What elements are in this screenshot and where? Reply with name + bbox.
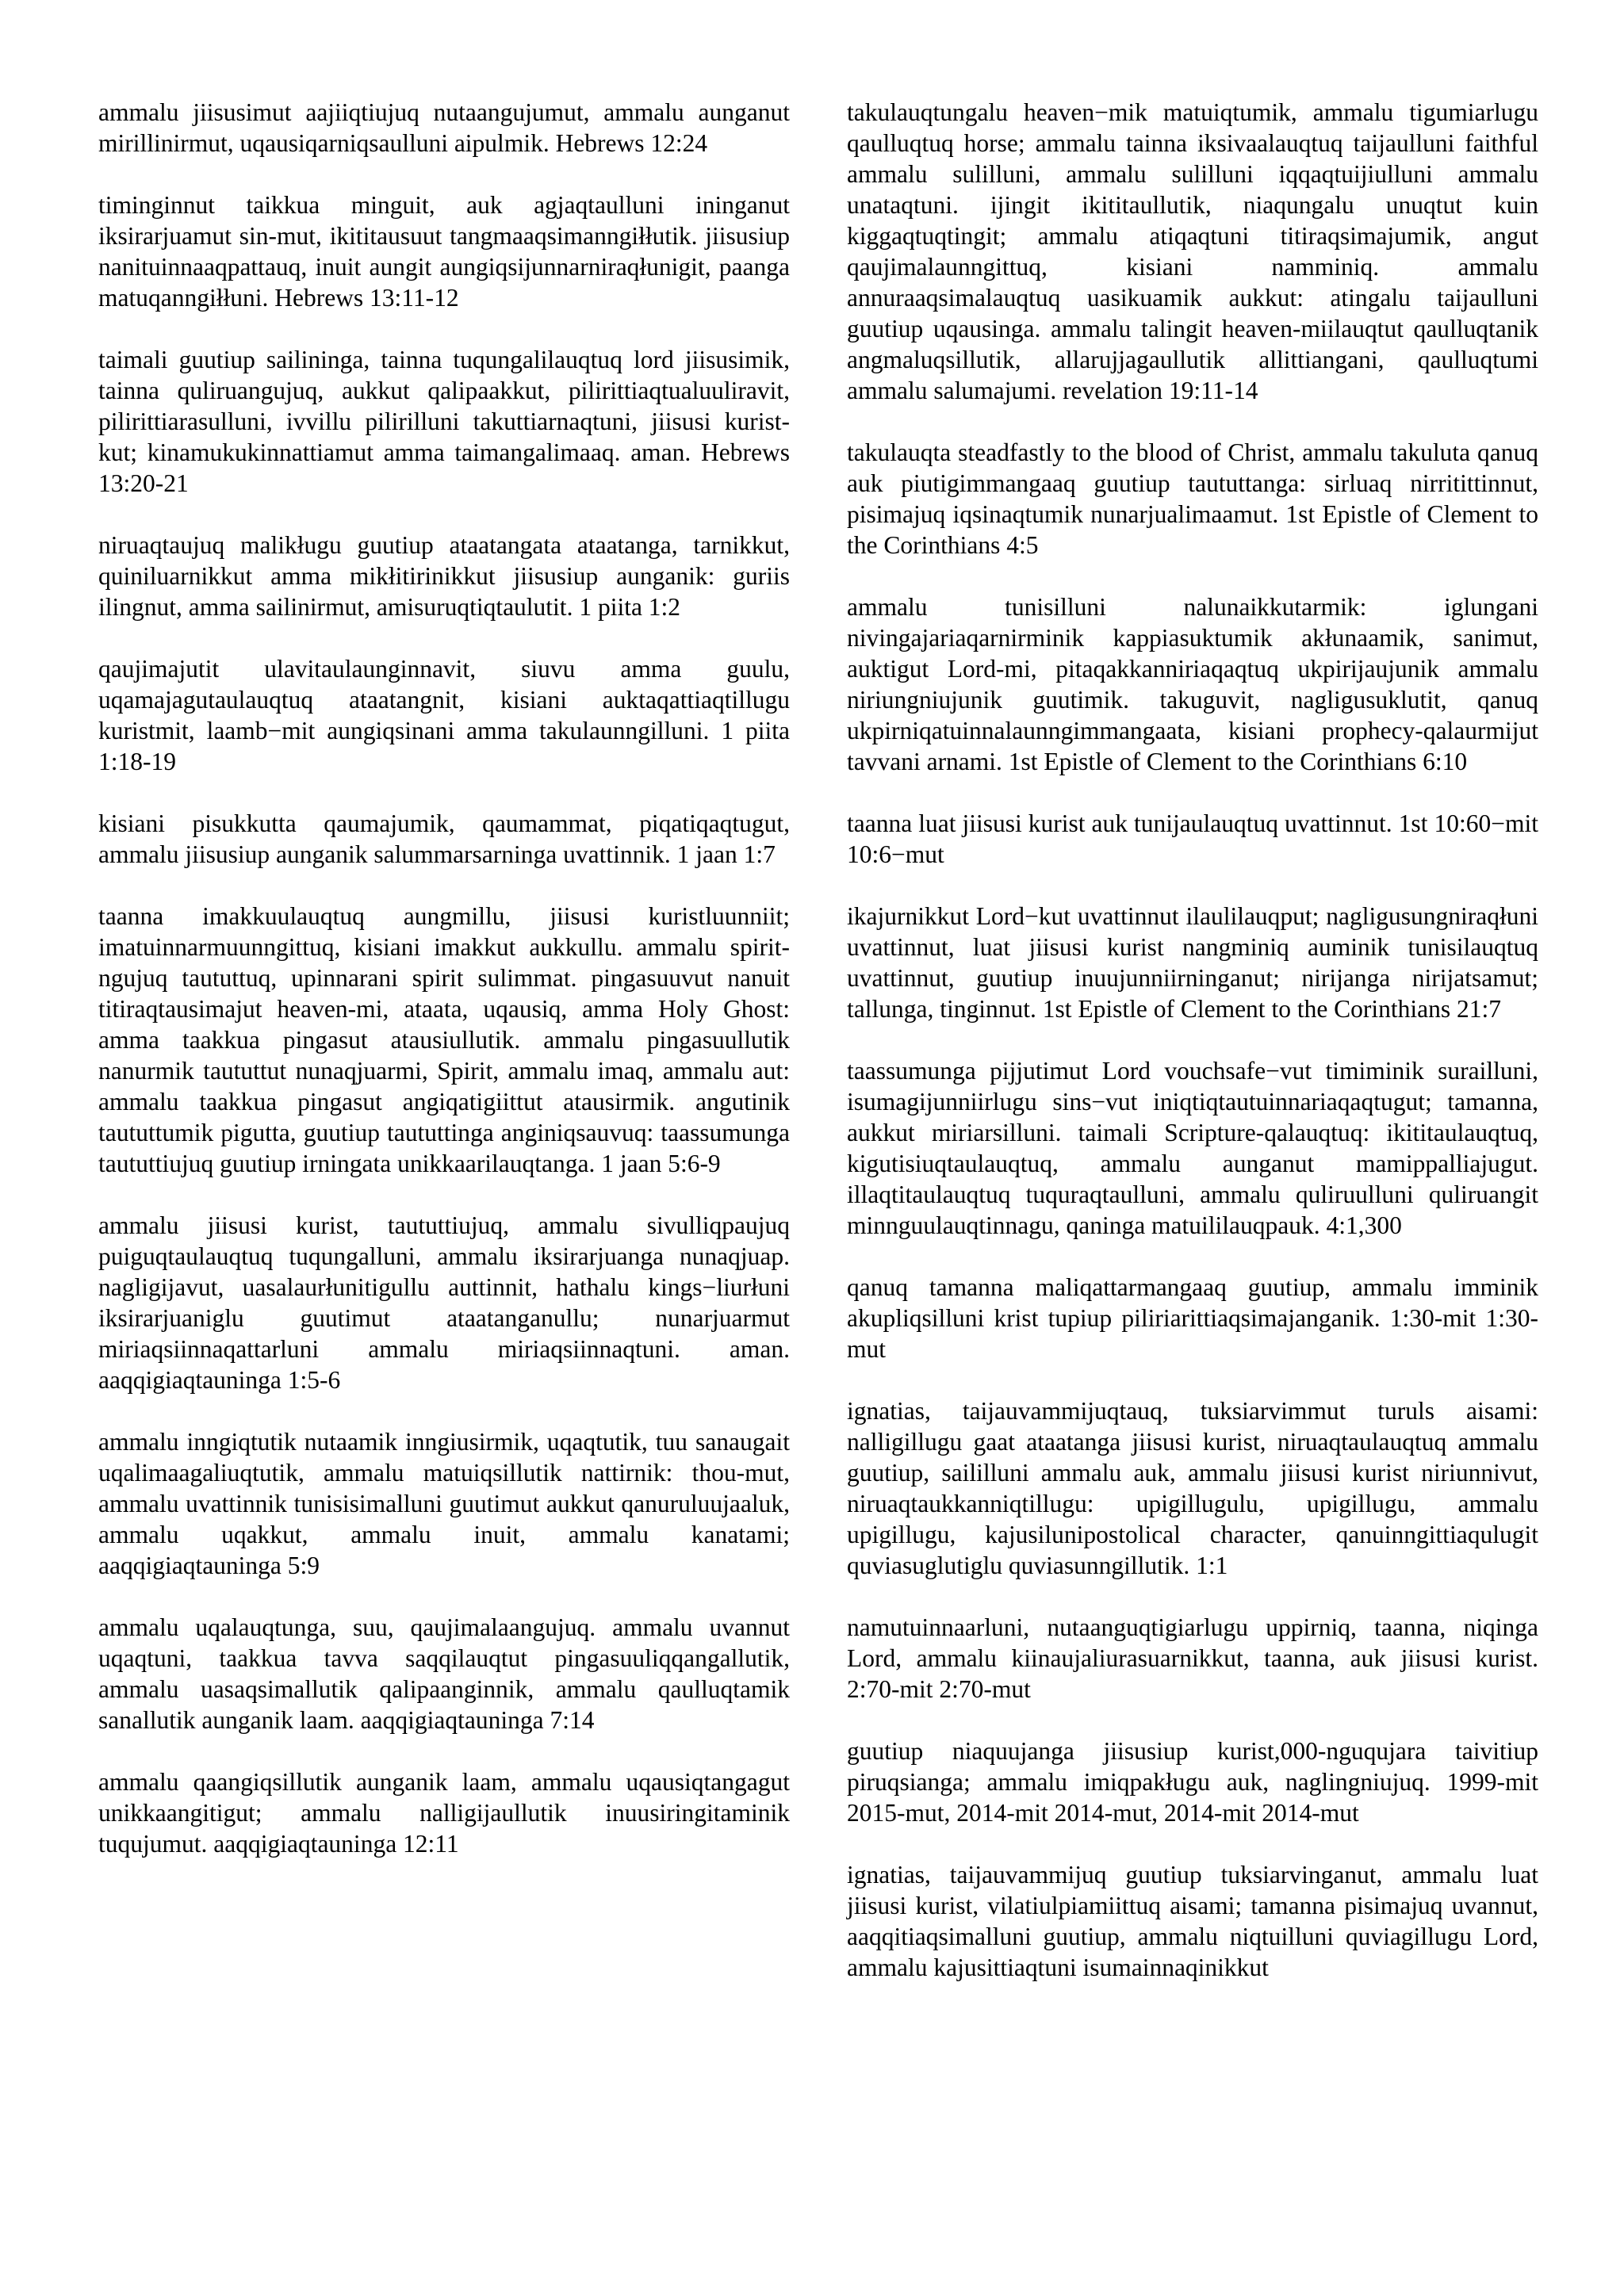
verse-paragraph: taimali guutiup sailininga, tainna tuqungalilauqtuq lord jiisusimik, tainna quliruangujuq, aukkut qalipaakkut, pilirittiaqtualuuliravit, pilirittiarasulluni, ivvillu pilirilluni takuttiarnaqtuni, jiisusi kurist-kut; kinamukukinnattiamut amma taimangalimaaq. aman. Hebrews 13:20-21 xyxy=(98,346,790,497)
verse-paragraph: ikajurnikkut Lord−kut uvattinnut ilaulilauqput; nagligusungniraqłuni uvattinnut, luat jiisusi kurist nangminiq auminik tunisilauqtuq uvattinnut, guutiup inuujunniirninganut; nirijanga nirijatsamut; tallunga, tinginnut. 1st Epistle of Clement to the Corinthians 21:7 xyxy=(847,902,1538,1023)
right-column xyxy=(847,97,1538,2014)
verse-paragraph: ammalu tunisilluni nalunaikkutarmik: iglungani nivingajariaqarnirminik kappiasuktumik akłunaamik, sanimut, auktigut Lord-mi, pitaqakkanniriaqaqtuq ukpirijaujunik ammalu niriungniujunik guutimik. takuguvit, nagligusuklutit, qanuq ukpirniqatuinnalaunngimmangaata, kisiani prophecy-qalaurmijut tavvani arnami. 1st Epistle of Clement to the Corinthians 6:10 xyxy=(847,593,1538,775)
verse-paragraph: qanuq tamanna maliqattarmangaaq guutiup, ammalu imminik akupliqsilluni krist tupiup piliriarittiaqsimajanganik. 1:30-mit 1:30-mut xyxy=(847,1273,1538,1363)
verse-paragraph: ammalu jiisusi kurist, taututtiujuq, ammalu sivulliqpaujuq puiguqtaulauqtuq tuqungalluni, ammalu iksirarjuanga nunaqjuap. nagligijavut, uasalaurłunitigullu auttinnit, hathalu kings−liurłuni iksirarjuaniglu guutimut ataatanganullu; nunarjuarmut miriaqsiinnaqattarluni ammalu miriaqsiinnaqtuni. aman. aaqqigiaqtauninga 1:5-6 xyxy=(98,1211,790,1394)
verse-paragraph: guutiup niaquujanga jiisusiup kurist,000-nguqujara taivitiup piruqsianga; ammalu imiqpakługu auk, naglingniujuq. 1999-mit 2015-mut, 2014-mit 2014-mut, 2014-mit 2014-mut xyxy=(847,1737,1538,1827)
verse-paragraph: qaujimajutit ulavitaulaunginnavit, siuvu amma guulu, uqamajagutaulauqtuq ataatangnit, kisiani auktaqattiaqtillugu kuristmit, laamb−mit aungiqsinani amma takulaunngilluni. 1 piita 1:18-19 xyxy=(98,655,790,775)
verse-paragraph: kisiani pisukkutta qaumajumik, qaumammat, piqatiqaqtugut, ammalu jiisusiup aunganik salummarsarninga uvattinnik. 1 jaan 1:7 xyxy=(98,809,790,868)
verse-paragraph: ammalu qaangiqsillutik aunganik laam, ammalu uqausiqtangagut unikkaangitigut; ammalu nalligijaullutik inuusiringitaminik tuqujumut. aaqqigiaqtauninga 12:11 xyxy=(98,1768,790,1858)
verse-paragraph: namutuinnaarluni, nutaanguqtigiarlugu uppirniq, taanna, niqinga Lord, ammalu kiinaujaliurasuarnikkut, taanna, auk jiisusi kurist. 2:70-mit 2:70-mut xyxy=(847,1613,1538,1703)
left-column xyxy=(98,97,790,1890)
verse-paragraph: taanna imakkuulauqtuq aungmillu, jiisusi kuristluunniit; imatuinnarmuunngittuq, kisiani imakkut aukkullu. ammalu spirit-ngujuq taututtuq, upinnarani spirit sulimmat. pingasuuvut nanuit titiraqtausimajut heaven-mi, ataata, uqausiq, amma Holy Ghost: amma taakkua pingasut atausiullutik. ammalu pingasuullutik nanurmik taututtut nunaqjuarmi, Spirit, ammalu imaq, ammalu aut: ammalu taakkua pingasut angiqatigiittut atausirmik. angutinik taututtumik pigutta, guutiup taututtinga anginiqsauvuq: taassumunga taututtiujuq guutiup irningata unikkaarilauqtanga. 1 jaan 5:6-9 xyxy=(98,902,790,1177)
verse-paragraph: ignatias, taijauvammijuqtauq, tuksiarvimmut turuls aisami: nalligillugu gaat ataatanga jiisusi kurist, niruaqtaulauqtuq ammalu guutiup, saililluni ammalu auk, ammalu jiisusi kurist niriunnivut, niruaqtaukkanniqtillugu: upigillugulu, upigillugu, ammalu upigillugu, kajusilunipostolical character, qanuinngittiaqulugit quviasuglutiglu quviasunngillutik. 1:1 xyxy=(847,1397,1538,1579)
verse-paragraph: timinginnut taikkua minguit, auk agjaqtaulluni ininganut iksirarjuamut sin-mut, ikititausuut tangmaaqsimanngiłłutik. jiisusiup nanituinnaaqpattauq, inuit aungit aungiqsijunnarniraqłunigit, paanga matuqanngiłłuni. Hebrews 13:11-12 xyxy=(98,191,790,312)
verse-paragraph: takulauqtungalu heaven−mik matuiqtumik, ammalu tigumiarlugu qaulluqtuq horse; ammalu tainna iksivaalauqtuq taijaulluni faithful ammalu sulilluni, ammalu sulilluni iqqaqtuijiulluni ammalu unataqtuni. ijingit ikititaullutik, niaqungalu unuqtut kuin kiggaqtuqtingit; ammalu atiqaqtuni titiraqsimajumik, angut qaujimalaunngittuq, kisiani namminiq. ammalu annuraaqsimalauqtuq uasikuamik aukkut: atingalu taijaulluni guutiup uqausinga. ammalu talingit heaven-miilauqtut qaulluqtanik angmaluqsillutik, allarujjagaullutik allittiangani, qaulluqtumi ammalu salumajumi. revelation 19:11-14 xyxy=(847,98,1538,404)
verse-paragraph: taanna luat jiisusi kurist auk tunijaulauqtuq uvattinnut. 1st 10:60−mit 10:6−mut xyxy=(847,809,1538,868)
verse-paragraph: ammalu jiisusimut aajiiqtiujuq nutaangujumut, ammalu aunganut mirillinirmut, uqausiqarniqsaulluni aipulmik. Hebrews 12:24 xyxy=(98,98,790,157)
verse-paragraph: niruaqtaujuq malikługu guutiup ataatangata ataatanga, tarnikkut, quiniluarnikkut amma mikłitirinikkut jiisusiup aunganik: guriis ilingnut, amma sailinirmut, amisuruqtiqtaulutit. 1 piita 1:2 xyxy=(98,531,790,621)
verse-paragraph: ammalu inngiqtutik nutaamik inngiusirmik, uqaqtutik, tuu sanaugait uqalimaagaliuqtutik, ammalu matuiqsillutik nattirnik: thou-mut, ammalu uvattinnik tunisisimalluni guutimut aukkut qanuruluujaaluk, ammalu uqakkut, ammalu inuit, ammalu kanatami; aaqqigiaqtauninga 5:9 xyxy=(98,1428,790,1579)
verse-paragraph: ignatias, taijauvammijuq guutiup tuksiarvinganut, ammalu luat jiisusi kurist, vilatiulpiamiittuq aisami; tamanna pisimajuq uvannut, aaqqitiaqsimalluni guutiup, ammalu niqtuilluni quviagillugu Lord, ammalu kajusittiaqtuni isumainnaqinikkut xyxy=(847,1861,1538,1981)
verse-paragraph: ammalu uqalauqtunga, suu, qaujimalaangujuq. ammalu uvannut uqaqtuni, taakkua tavva saqqilauqtut pingasuuliqqangallutik, ammalu uasaqsimallutik qalipaanginnik, ammalu qaulluqtamik sanallutik aunganik laam. aaqqigiaqtauninga 7:14 xyxy=(98,1613,790,1734)
verse-paragraph: taassumunga pijjutimut Lord vouchsafe−vut timiminik surailluni, isumagijunniirlugu sins−vut iniqtiqtautuinnariaqaqtugut; tamanna, aukkut miriarsilluni. taimali Scripture-qalauqtuq: ikititaulauqtuq, kigutisiuqtaulauqtuq, ammalu aunganut mamippalliajugut. illaqtitaulauqtuq tuquraqtaulluni, ammalu quliruulluni quliruangit minnguulauqtinnagu, qaninga matuililauqpauk. 4:1,300 xyxy=(847,1057,1538,1239)
verse-paragraph: takulauqta steadfastly to the blood of Christ, ammalu takuluta qanuq auk piutigimmangaaq guutiup taututtanga: sirluaq nirritittinnut, pisimajuq iqsinaqtumik nunarjualimaamut. 1st Epistle of Clement to the Corinthians 4:5 xyxy=(847,438,1538,559)
